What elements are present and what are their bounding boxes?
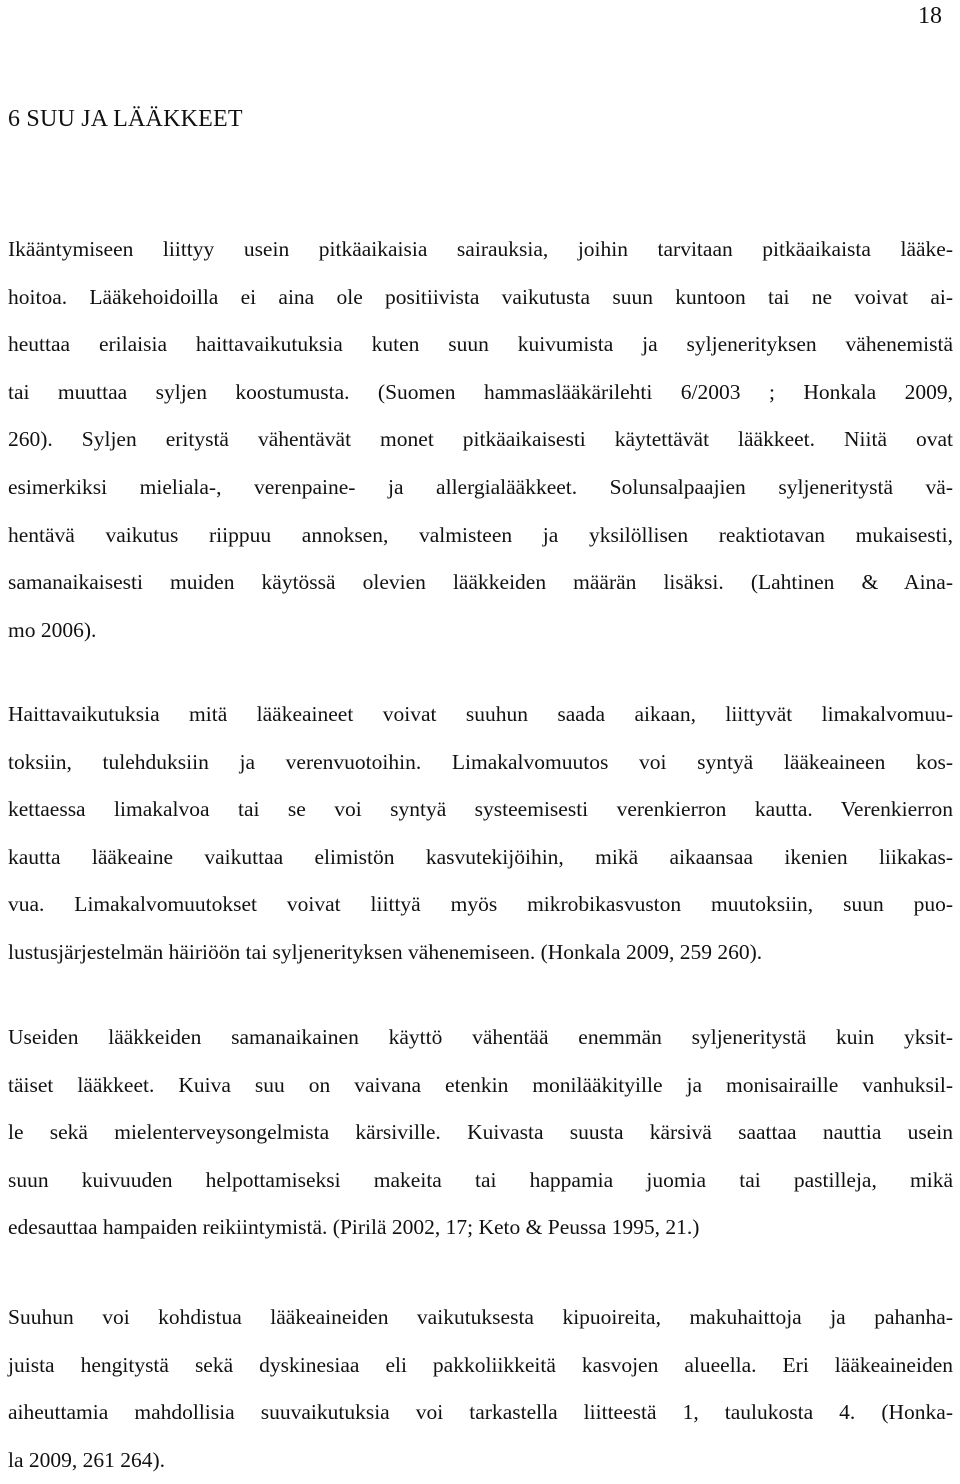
text-line: hoitoa. Lääkehoidoilla ei aina ole positiivista vaikutusta suun kuntoon tai ne voivat ai- (8, 284, 953, 309)
text-line: kautta lääkeaine vaikuttaa elimistön kasvutekijöihin, mikä aikaansaa ikenien liikakas- (8, 844, 953, 869)
text-line: 260). Syljen eritystä vähentävät monet pitkäaikaisesti käytettävät lääkkeet. Niitä ovat (8, 427, 953, 452)
text-line: heuttaa erilaisia haittavaikutuksia kuten suun kuivumista ja syljenerityksen vähenemistä (8, 332, 953, 357)
text-line: esimerkiksi mieliala-, verenpaine- ja allergialääkkeet. Solunsalpaajien syljeneritystä vä- (8, 474, 953, 499)
paragraph-2 (8, 691, 953, 977)
paragraph-4-text (8, 1294, 953, 1484)
text-line: edesauttaa hampaiden reikiintymistä. (Pirilä 2002, 17; Keto & Peussa 1995, 21.) (8, 1215, 700, 1240)
text-line: Suuhun voi kohdistua lääkeaineiden vaikutuksesta kipuoireita, makuhaittoja ja pahanha- (8, 1305, 953, 1329)
page-number: 18 (918, 3, 942, 29)
text-line: toksiin, tulehduksiin ja verenvuotoihin. Limakalvomuutos voi syntyä lääkeaineen kos- (8, 749, 953, 774)
text-line: vua. Limakalvomuutokset voivat liittyä myös mikrobikasvuston muutoksiin, suun puo- (8, 892, 953, 917)
paragraph-4 (8, 1294, 953, 1484)
text-line: tai muuttaa syljen koostumusta. (Suomen hammaslääkärilehti 6/2003 ; Honkala 2009, (8, 379, 953, 404)
text-line: lustusjärjestelmän häiriöön tai syljenerityksen vähenemiseen. (Honkala 2009, 259 260). (8, 939, 763, 964)
text-line: hentävä vaikutus riippuu annoksen, valmisteen ja yksilöllisen reaktiotavan mukaisesti, (8, 522, 953, 547)
text-line: aiheuttamia mahdollisia suuvaikutuksia voi tarkastella liitteestä 1, taulukosta 4. (Honka- (8, 1400, 953, 1425)
text-line: täiset lääkkeet. Kuiva suu on vaivana etenkin monilääkityille ja monisairaille vanhuksil- (8, 1072, 953, 1097)
paragraph-3-text (8, 1014, 953, 1252)
text-line: suun kuivuuden helpottamiseksi makeita tai happamia juomia tai pastilleja, mikä (8, 1167, 953, 1192)
text-line: juista hengitystä sekä dyskinesiaa eli pakkoliikkeitä kasvojen alueella. Eri lääkeaineiden (8, 1352, 953, 1377)
text-line: Useiden lääkkeiden samanaikainen käyttö vähentää enemmän syljeneritystä kuin yksit- (8, 1025, 953, 1049)
text-line: samanaikaisesti muiden käytössä olevien lääkkeiden määrän lisäksi. (Lahtinen & Aina- (8, 570, 953, 595)
text-line: Ikääntymiseen liittyy usein pitkäaikaisia sairauksia, joihin tarvitaan pitkäaikaista lääke- (8, 237, 953, 261)
text-line: la 2009, 261 264). (8, 1447, 166, 1472)
text-line: le sekä mielenterveysongelmista kärsiville. Kuivasta suusta kärsivä saattaa nauttia usein (8, 1120, 953, 1145)
paragraph-1 (8, 226, 953, 654)
text-line: kettaessa limakalvoa tai se voi syntyä systeemisesti verenkierron kautta. Verenkierron (8, 797, 953, 822)
section-title: 6 SUU JA LÄÄKKEET (8, 106, 243, 132)
paragraph-1-text (8, 226, 953, 654)
text-line: mo 2006). (8, 617, 97, 642)
text-line: Haittavaikutuksia mitä lääkeaineet voivat suuhun saada aikaan, liittyvät limakalvomuu- (8, 702, 953, 726)
paragraph-2-text (8, 691, 953, 977)
paragraph-3 (8, 1014, 953, 1252)
